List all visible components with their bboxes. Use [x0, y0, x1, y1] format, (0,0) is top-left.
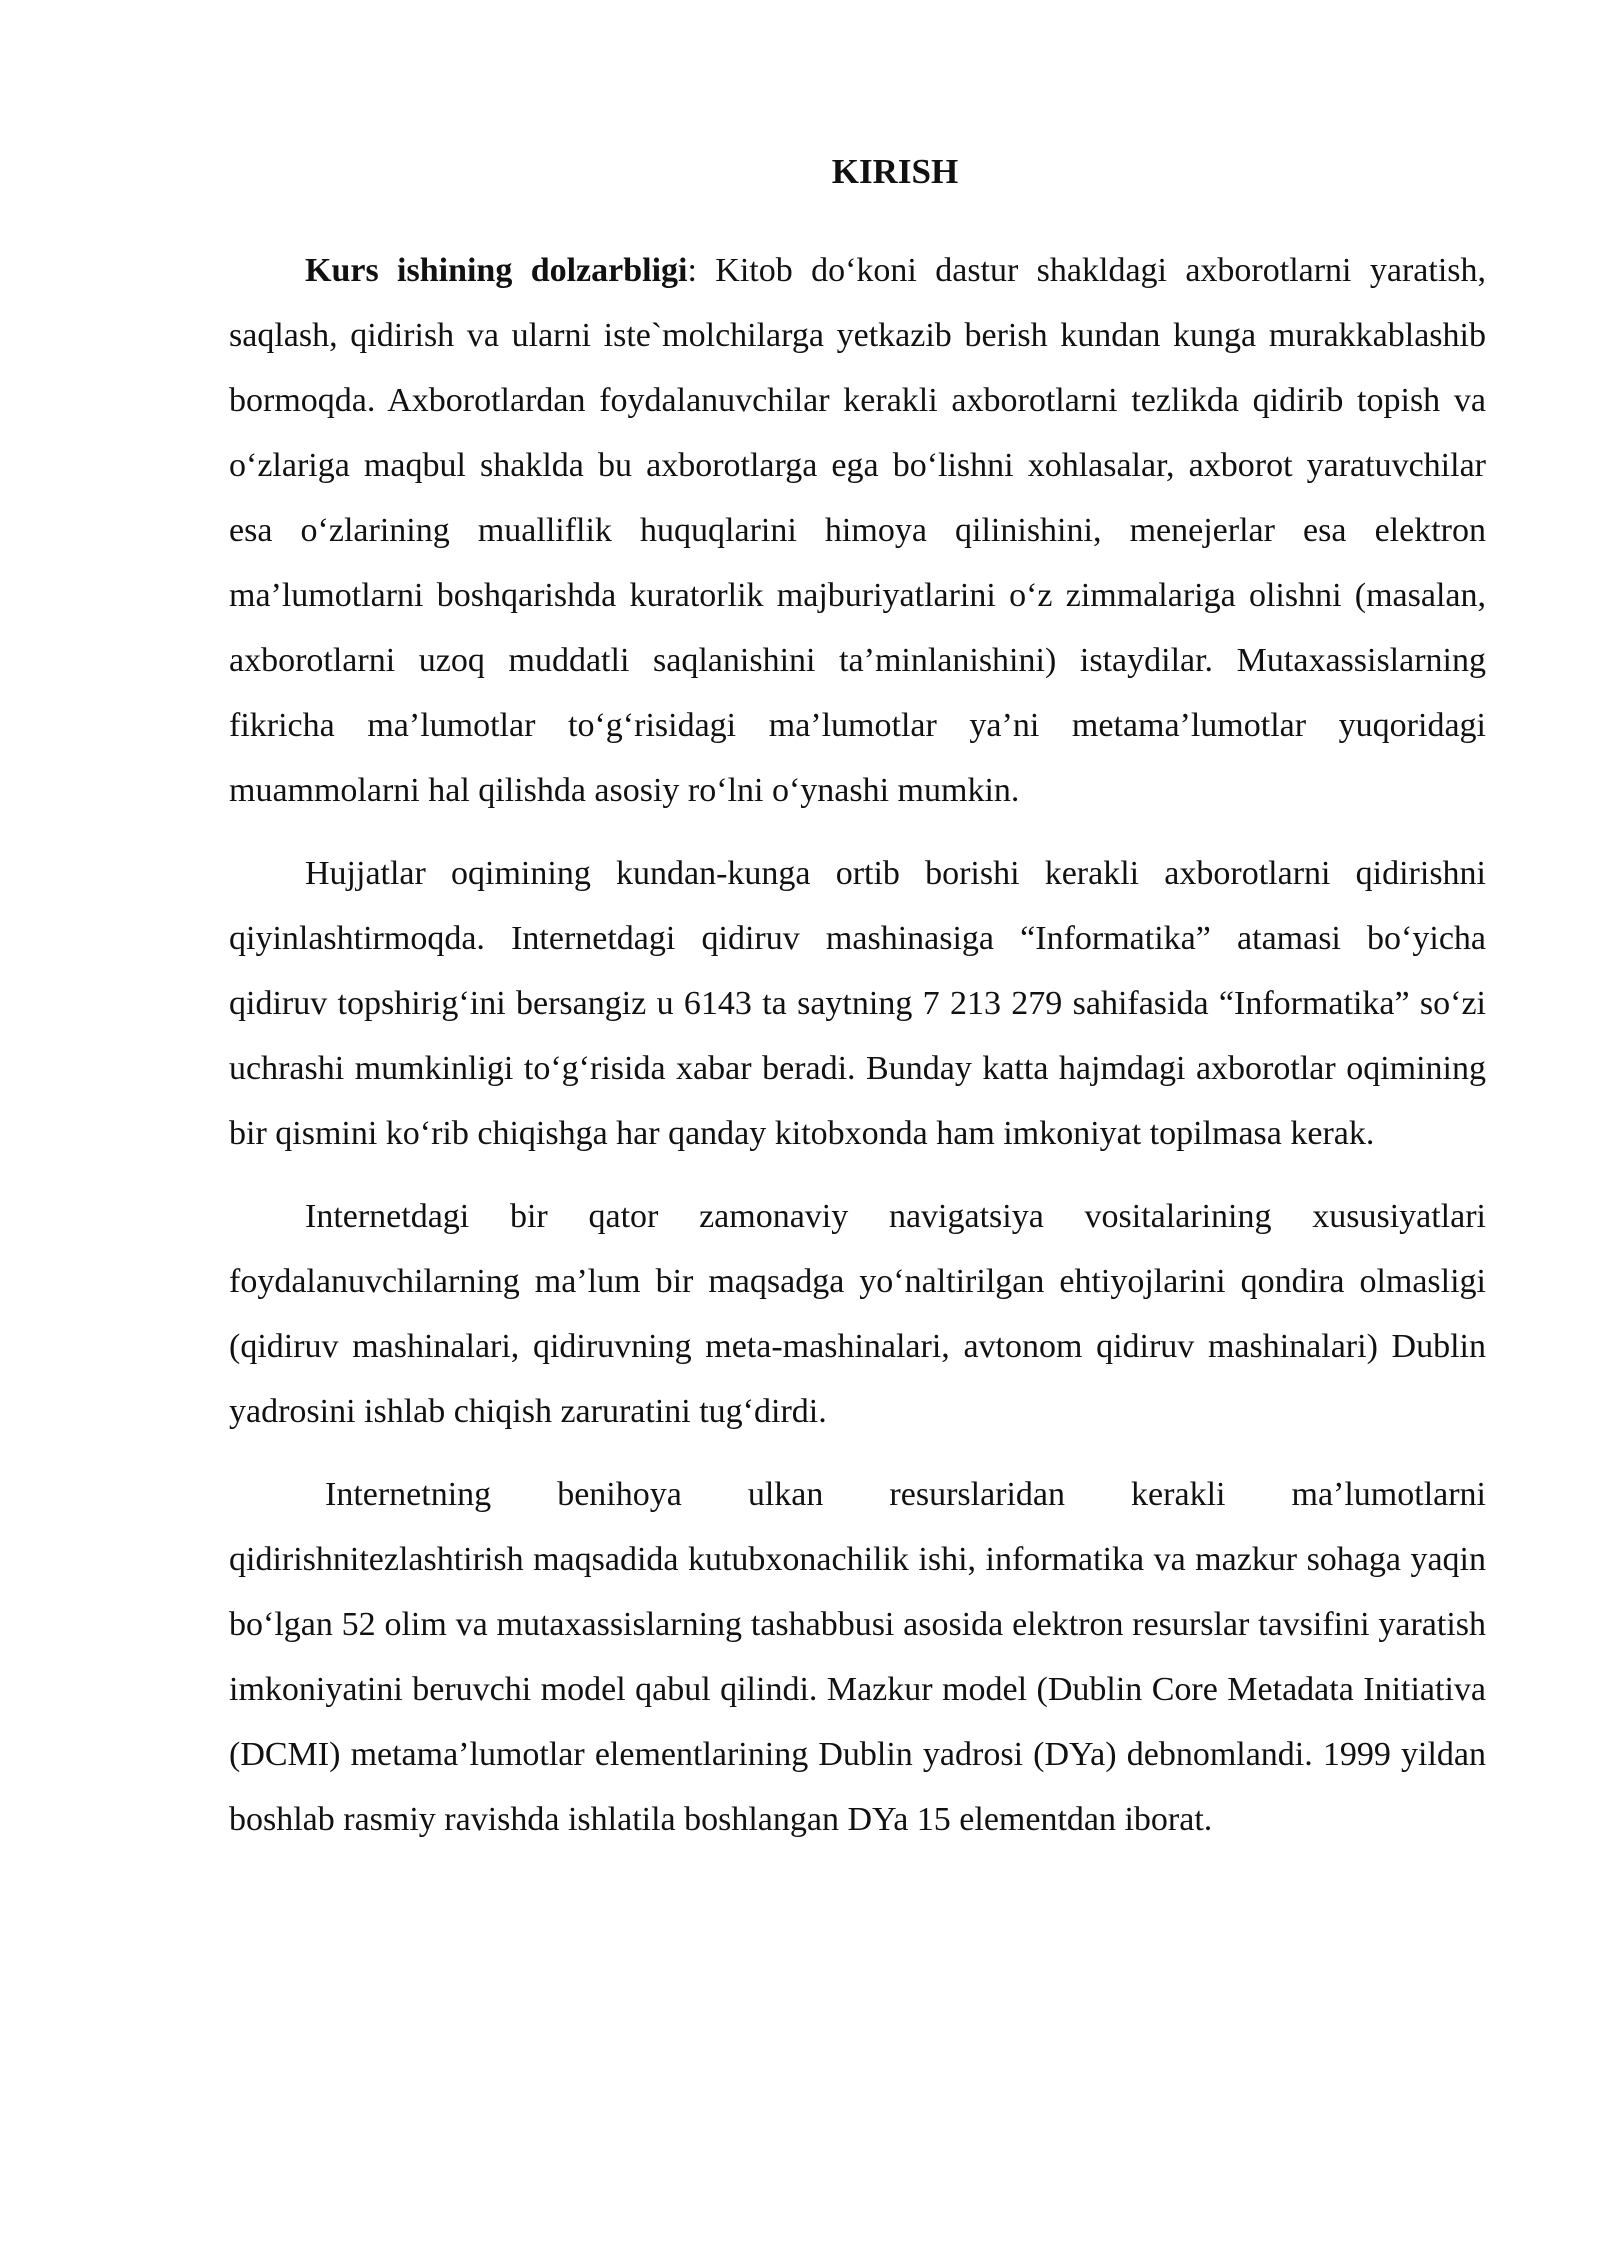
paragraph-dublin-core: Internetning benihoya ulkan resurslaridan kerakli ma’lumotlarni qidirishnitezlashtirish maqsadida kutubxonachilik ishi, informatika va mazkur sohaga yaqin bo‘lgan 52 olim va mutaxassislarning tashabbusi asosida elektron resurslar tavsifini yaratish imkoniyatini beruvchi model qabul qilindi. Mazkur model (Dublin Core Metadata Initiativa (DCMI) metama’lumotlar elementlarining Dublin yadrosi (DYa) debnomlandi. 1999 yildan boshlab rasmiy ravishda ishlatila boshlangan DYa 15 elementdan iborat. — [229, 1476, 1486, 1838]
intro-paragraph — [229, 238, 1486, 823]
body-text — [229, 238, 1486, 1870]
intro-lead: Kurs ishining dolzarbligi — [305, 252, 688, 289]
page-title: KIRISH — [831, 152, 959, 191]
paragraph-documents-flow: Hujjatlar oqimining kundan-kunga ortib borishi kerakli axborotlarni qidirishni qiyinlashtirmoqda. Internetdagi qidiruv mashinasiga “Informatika” atamasi bo‘yicha qidiruv topshirig‘ini bersangiz u 6143 ta saytning 7 213 279 sahifasida “Informatika” so‘zi uchrashi mumkinligi to‘g‘risida xabar beradi. Bunday katta hajmdagi axborotlar oqimining bir qismini ko‘rib chiqishga har qanday kitobxonda ham imkoniyat topilmasa kerak. — [229, 855, 1486, 1152]
paragraph-navigation-tools: Internetdagi bir qator zamonaviy navigatsiya vositalarining xususiyatlari foydalanuvchilarning ma’lum bir maqsadga yo‘naltirilgan ehtiyojlarini qondira olmasligi (qidiruv mashinalari, qidiruvning meta-mashinalari, avtonom qidiruv mashinalari) Dublin yadrosini ishlab chiqish zaruratini tug‘dirdi. — [229, 1198, 1486, 1430]
intro-text: : Kitob do‘koni dastur shakldagi axborotlarni yaratish, saqlash, qidirish va ularni iste`molchilarga yetkazib berish kundan kunga murakkablashib bormoqda. Axborotlardan foydalanuvchilar kerakli axborotlarni tezlikda qidirib topish va o‘zlariga maqbul shaklda bu axborotlarga ega bo‘lishni xohlasalar, axborot yaratuvchilar esa o‘zlarining mualliflik huquqlarini himoya qilinishini, menejerlar esa elektron ma’lumotlarni boshqarishda kuratorlik majburiyatlarini o‘z zimmalariga olishni (masalan, axborotlarni uzoq muddatli saqlanishini ta’minlanishini) istaydilar. Mutaxassislarning fikricha ma’lumotlar to‘g‘risidagi ma’lumotlar ya’ni metama’lumotlar yuqoridagi muammolarni hal qilishda asosiy ro‘lni o‘ynashi mumkin. — [229, 252, 1486, 809]
